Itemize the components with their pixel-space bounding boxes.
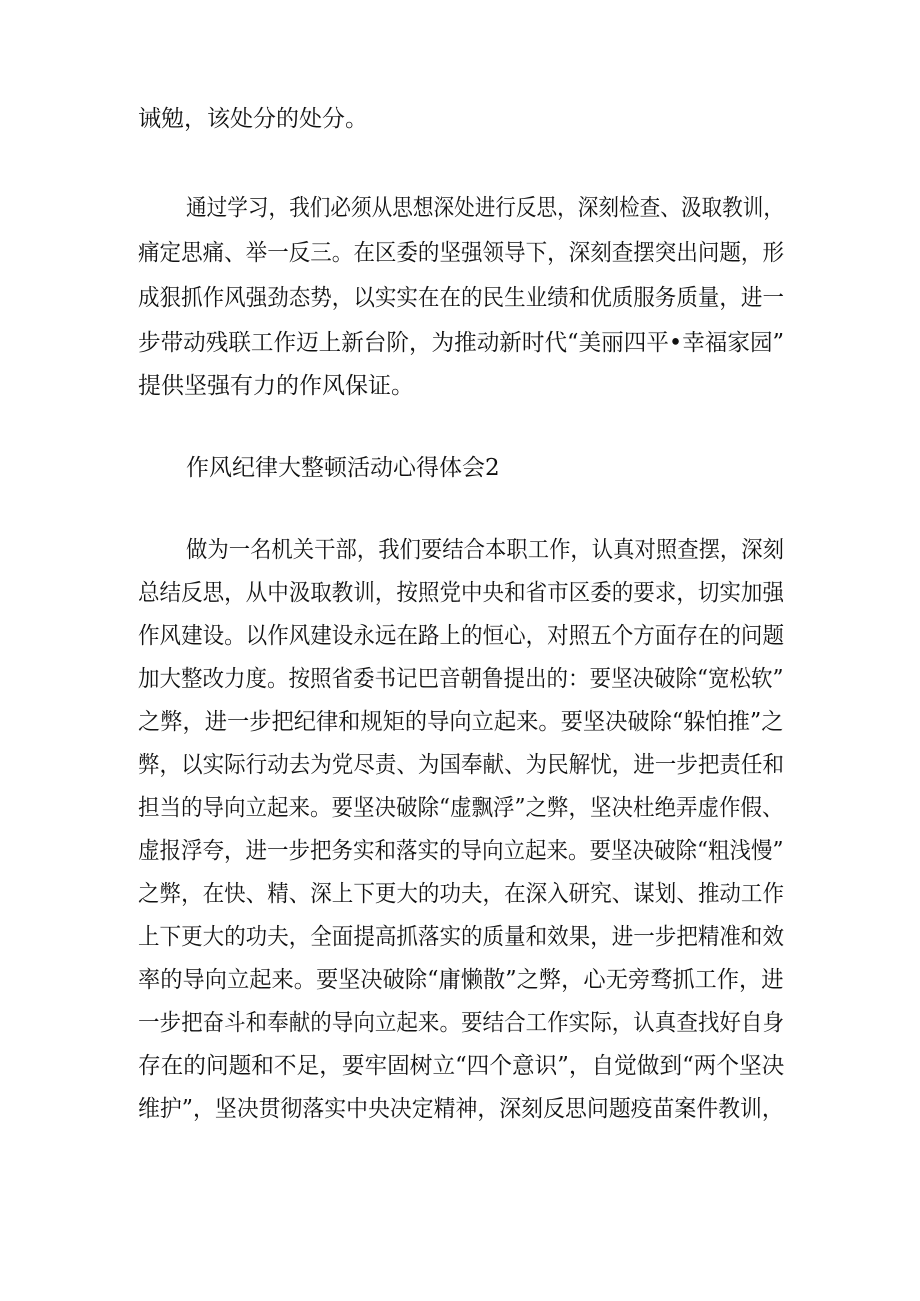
paragraph-3-line: 一步把奋斗和奉献的导向立起来。要结合工作实际，认真查找好自身 bbox=[138, 1010, 784, 1036]
paragraph-3-line: 总结反思，从中汲取教训，按照党中央和省市区委的要求，切实加强 bbox=[138, 580, 784, 606]
paragraph-3-line: 率的导向立起来。要坚决破除“庸懒散”之弊，心无旁骛抓工作，进 bbox=[138, 967, 784, 993]
paragraph-3-line: 弊，以实际行动去为党尽责、为国奉献、为民解忧，进一步把责任和 bbox=[138, 752, 784, 778]
paragraph-3-line: 之弊，在快、精、深上下更大的功夫，在深入研究、谋划、推动工作 bbox=[138, 881, 784, 907]
section-heading: 作风纪律大整顿活动心得体会2 bbox=[186, 455, 500, 481]
paragraph-1-line: 诫勉，该处分的处分。 bbox=[138, 106, 368, 132]
paragraph-3-line: 上下更大的功夫，全面提高抓落实的质量和效果，进一步把精准和效 bbox=[138, 924, 784, 950]
paragraph-3-line: 存在的问题和不足，要牢固树立“四个意识”，自觉做到“两个坚决 bbox=[138, 1053, 785, 1079]
paragraph-3-line: 之弊，进一步把纪律和规矩的导向立起来。要坚决破除“躲怕推”之 bbox=[138, 709, 784, 735]
paragraph-3-line: 做为一名机关干部，我们要结合本职工作，认真对照查摆，深刻 bbox=[186, 537, 784, 563]
paragraph-3-line: 作风建设。以作风建设永远在路上的恒心，对照五个方面存在的问题 bbox=[138, 623, 784, 649]
paragraph-2-line: 成狠抓作风强劲态势，以实实在在的民生业绩和优质服务质量，进一 bbox=[138, 285, 784, 311]
paragraph-2-line: 痛定思痛、举一反三。在区委的坚强领导下，深刻查摆突出问题，形 bbox=[138, 240, 784, 266]
paragraph-3-line: 加大整改力度。按照省委书记巴音朝鲁提出的：要坚决破除“宽松软” bbox=[138, 666, 784, 692]
paragraph-3-line: 担当的导向立起来。要坚决破除“虚飘浮”之弊，坚决杜绝弄虚作假、 bbox=[138, 795, 784, 821]
paragraph-3-line: 虚报浮夸，进一步把务实和落实的导向立起来。要坚决破除“粗浅慢” bbox=[138, 838, 784, 864]
paragraph-3-line: 维护”，坚决贯彻落实中央决定精神，深刻反思问题疫苗案件教训， bbox=[138, 1096, 784, 1122]
paragraph-2-line: 步带动残联工作迈上新台阶，为推动新时代“美丽四平•幸福家园” bbox=[138, 330, 785, 356]
paragraph-2-line: 提供坚强有力的作风保证。 bbox=[138, 373, 414, 399]
paragraph-2-line: 通过学习，我们必须从思想深处进行反思，深刻检查、汲取教训， bbox=[186, 195, 784, 221]
